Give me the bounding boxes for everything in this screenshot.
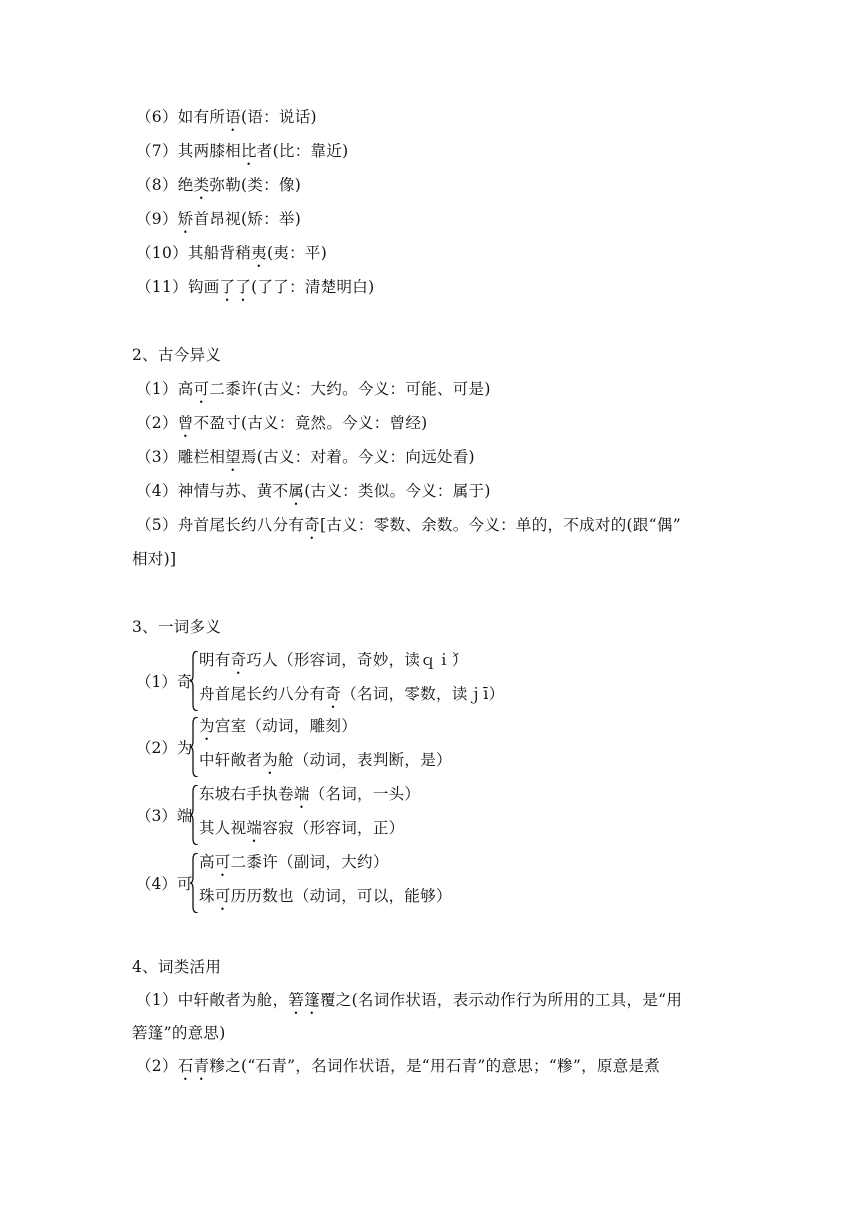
item-text-post: 覆之(名词作状语，表示动作行为所用的工具，是“用 [319,991,683,1009]
polysemy-sense-b: 珠可历历数也（动词，可以，能够） [199,887,452,905]
section-heading-word-class: 4、词类活用 [132,958,222,976]
polysemy-sense-b: 舟首尾长约八分有奇（名词，零数，读ｊī） [199,685,505,703]
polysemy-sense-a: 为宫室（动词，雕刻） [199,717,358,735]
meaning-item-9 [136,208,301,237]
item-text-post: 首昂视(矫：举) [193,210,302,228]
word-class-item-2 [136,1055,660,1084]
section-heading-ancient-modern: 2、古今异义 [132,346,222,364]
item-text-post: (了了：清楚明白) [251,278,375,296]
polysemy-sense-b: 中轩敞者为舱（动词，表判断，是） [199,751,452,769]
brace-icon [190,785,199,845]
brace-icon [190,853,199,913]
ancient-modern-item-3 [136,446,475,475]
item-text-pre: 高 [177,380,194,398]
ancient-modern-item-5 [136,514,681,543]
emphasized-word: 望 [225,448,241,466]
item-number: （5） [136,516,178,534]
item-number: （1） [136,380,178,398]
item-text-post: (夷：平) [266,244,328,262]
item-text-pre: 其两膝相 [177,142,241,160]
brace-icon [190,651,199,711]
emphasized-word: 可 [193,380,210,398]
item-text-post: 二黍许(古义：大约。今义：可能、可是) [209,380,491,398]
word-class-item-1-continuation: 箬篷”的意思) [132,1024,226,1042]
emphasized-word: 箬篷 [288,991,320,1009]
emphasized-word: 奇 [304,516,320,534]
ancient-modern-item-5-continuation: 相对)] [132,550,177,568]
meaning-item-8 [136,174,301,203]
emphasized-word: 属 [288,482,305,500]
group-number-word: （2）为 [136,739,193,757]
item-number: （2） [136,414,178,432]
brace-icon [190,717,199,777]
item-text-post: 弥勒(类：像) [209,176,302,194]
emphasized-word: 比 [240,142,257,160]
polysemy-sense-b: 其人视端容寂（形容词，正） [199,819,405,837]
word-class-item-1 [136,989,682,1018]
item-text-post: [古义：零数、余数。今义：单的，不成对的(跟“偶” [319,516,681,534]
section-heading-polysemy: 3、一词多义 [132,618,222,636]
item-number: （7） [136,142,178,160]
emphasized-word: 了了 [219,278,252,296]
ancient-modern-item-2 [136,412,427,441]
ancient-modern-item-1 [136,378,491,407]
item-number: （3） [136,448,178,466]
item-text-post: 不盈寸(古义：竟然。今义：曾经) [193,414,428,432]
polysemy-sense-a: 明有奇巧人（形容词，奇妙，读ｑｉ́） [199,651,468,669]
group-number-word: （4）可 [136,875,193,893]
emphasized-word: 夷 [251,244,267,262]
item-text-pre: 其船背稍 [187,244,252,262]
item-number: （4） [136,482,178,500]
item-text-pre: 中轩敞者为舱， [177,991,289,1009]
item-number: （9） [136,210,178,228]
meaning-item-7 [136,140,348,169]
item-text-post: (古义：类似。今义：属于) [304,482,491,500]
item-number: （2） [136,1057,178,1075]
item-text-post: 焉(古义：对着。今义：向远处看) [240,448,475,466]
group-number-word: （1）奇 [136,673,193,691]
item-number: （6） [136,108,178,126]
item-number: （11） [136,278,188,296]
item-text-pre: 绝 [177,176,194,194]
meaning-item-11 [136,276,374,305]
item-text-pre: 神情与苏、黄不 [177,482,289,500]
item-text-post: (语：说话) [240,108,317,126]
item-text-post: 者(比：靠近) [256,142,349,160]
meaning-item-6 [136,106,317,135]
item-number: （1） [136,991,178,1009]
polysemy-sense-a: 高可二黍许（副词，大约） [199,853,389,871]
emphasized-word: 矫 [177,210,194,228]
item-number: （8） [136,176,178,194]
item-text-pre: 钩画 [187,278,220,296]
group-number-word: （3）端 [136,807,193,825]
meaning-item-10 [136,242,327,271]
item-text-pre: 雕栏相 [177,448,226,466]
item-text-pre: 如有所 [177,108,226,126]
polysemy-sense-a: 东坡右手执卷端（名词，一头） [199,785,421,803]
emphasized-word: 语 [225,108,241,126]
emphasized-word: 石青 [177,1057,210,1075]
item-number: （10） [136,244,188,262]
ancient-modern-item-4 [136,480,491,509]
item-text-post: 糁之(“石青”，名词作状语，是“用石青”的意思；“糁”，原意是煮 [209,1057,661,1075]
item-text-pre: 舟首尾长约八分有 [177,516,305,534]
emphasized-word: 曾 [177,414,194,432]
emphasized-word: 类 [193,176,210,194]
